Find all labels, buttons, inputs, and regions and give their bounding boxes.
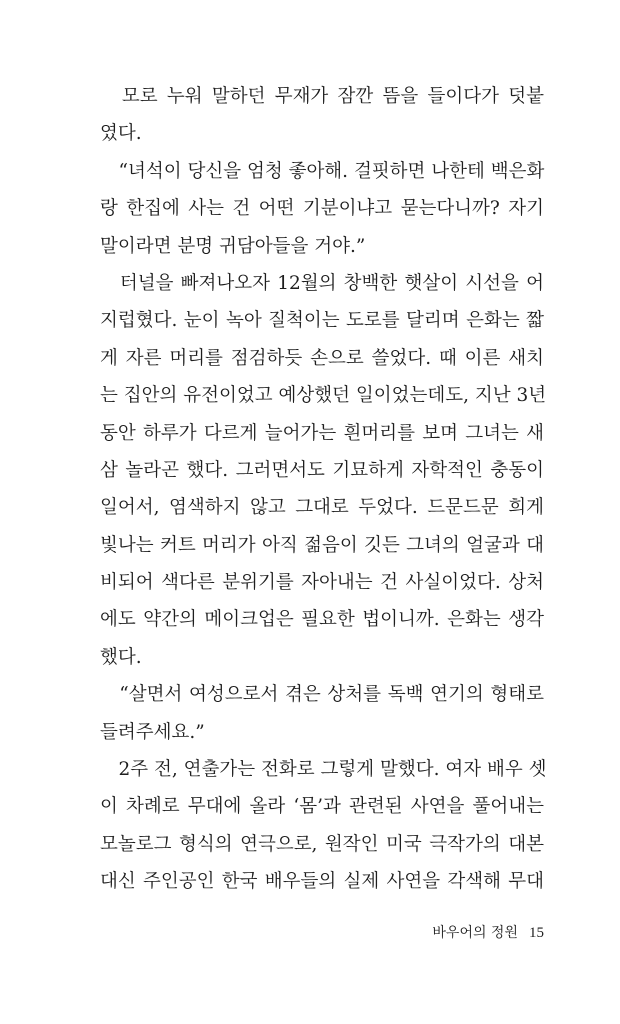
page-number: 15	[529, 925, 544, 941]
text-line: 대신 주인공인 한국 배우들의 실제 사연을 각색해 무대	[100, 871, 544, 893]
text-line: 랑 한집에 사는 건 어떤 기분이냐고 묻는다니까? 자기	[100, 198, 544, 220]
text-line: 들려주세요.”	[100, 721, 205, 743]
text-line: 빛나는 커트 머리가 아직 젊음이 깃든 그녀의 얼굴과 대	[100, 534, 544, 556]
text-line: 동안 하루가 다르게 늘어가는 흰머리를 보며 그녀는 새	[100, 422, 544, 444]
text-line: 였다.	[100, 123, 142, 145]
text-line: “녀석이 당신을 엄청 좋아해. 걸핏하면 나한테 백은화	[100, 160, 545, 182]
page-footer	[0, 922, 620, 944]
text-line: 비되어 색다른 분위기를 자아내는 건 사실이었다. 상처	[100, 572, 544, 594]
text-line: 일어서, 염색하지 않고 그대로 두었다. 드문드문 희게	[100, 497, 544, 519]
text-line: 이 차례로 무대에 올라 ‘몸’과 관련된 사연을 풀어내는	[100, 796, 544, 818]
running-title: 바우어의 정원	[432, 925, 518, 941]
text-line: 2주 전, 연출가는 전화로 그렇게 말했다. 여자 배우 셋	[100, 759, 547, 781]
text-line: “살면서 여성으로서 겪은 상처를 독백 연기의 형태로	[100, 684, 544, 706]
body-text	[100, 78, 547, 901]
text-line: 터널을 빠져나오자 12월의 창백한 햇살이 시선을 어	[100, 272, 544, 294]
text-line: 했다.	[100, 646, 142, 668]
text-line: 말이라면 분명 귀담아들을 거야.”	[100, 235, 366, 257]
text-line: 게 자른 머리를 점검하듯 손으로 쓸었다. 때 이른 새치	[100, 347, 544, 369]
text-line: 모로 누워 말하던 무재가 잠깐 뜸을 들이다가 덧붙	[100, 86, 544, 107]
text-line: 에도 약간의 메이크업은 필요한 법이니까. 은화는 생각	[100, 609, 544, 631]
text-line: 는 집안의 유전이었고 예상했던 일이었는데도, 지난 3년	[100, 385, 547, 407]
text-line: 지럽혔다. 눈이 녹아 질척이는 도로를 달리며 은화는 짧	[100, 310, 544, 332]
text-line: 모놀로그 형식의 연극으로, 원작인 미국 극작가의 대본	[100, 833, 544, 855]
text-line: 삼 놀라곤 했다. 그러면서도 기묘하게 자학적인 충동이	[100, 459, 544, 481]
